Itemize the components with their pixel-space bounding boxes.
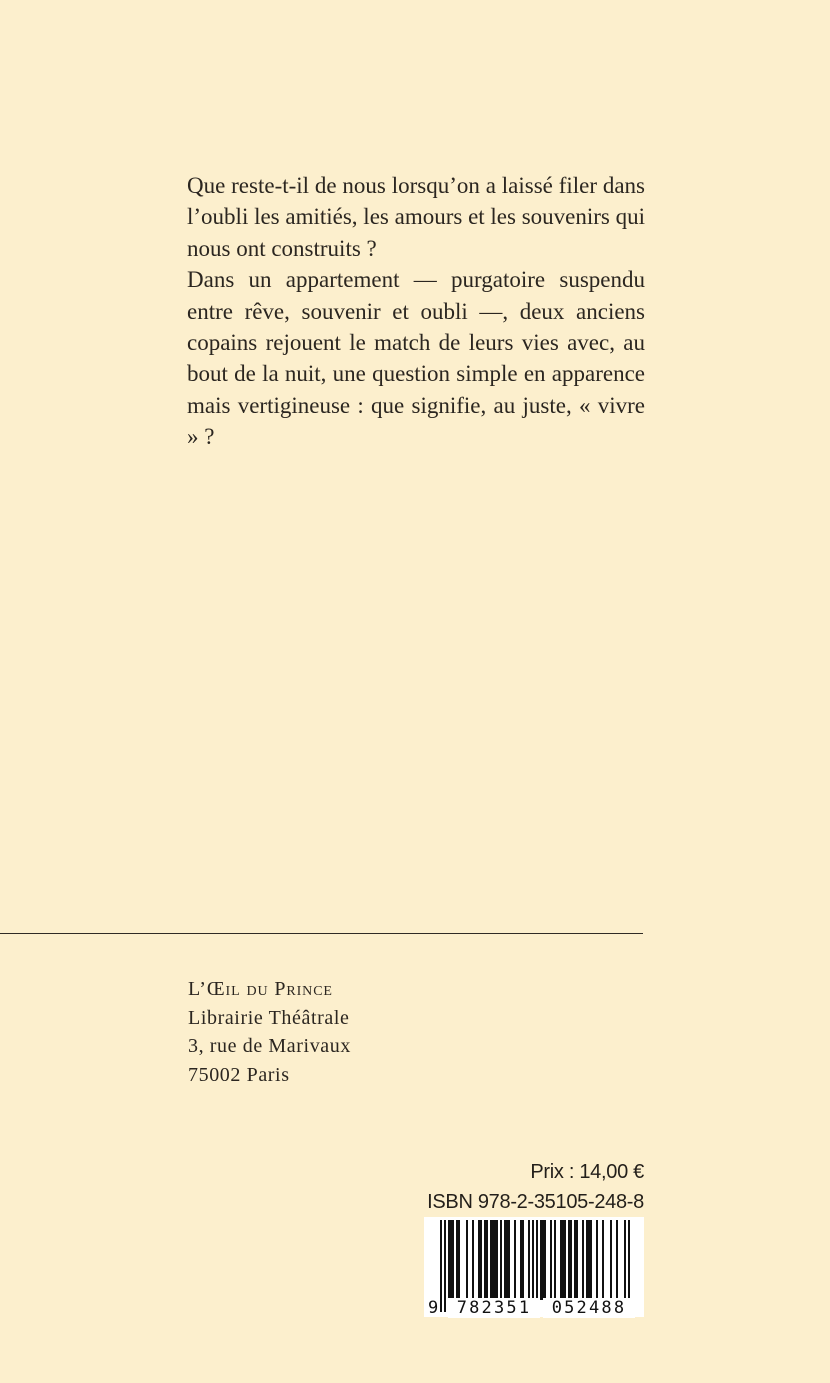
barcode-bar <box>486 1220 488 1300</box>
barcode-bar <box>458 1220 460 1300</box>
barcode-bar <box>554 1220 556 1300</box>
barcode-bar <box>582 1220 584 1300</box>
barcode-digit-group-left: 782351 <box>448 1298 540 1318</box>
barcode-bar <box>508 1220 510 1300</box>
horizontal-divider <box>0 933 643 934</box>
price-isbn-block <box>427 1157 644 1217</box>
barcode-bar <box>602 1220 604 1300</box>
barcode-bar <box>550 1220 552 1300</box>
barcode-bar <box>588 1220 590 1300</box>
barcode-bar <box>520 1220 522 1300</box>
barcode-bar <box>570 1220 572 1300</box>
barcode-bar <box>542 1220 544 1300</box>
blurb-paragraph-1: Que reste-t-il de nous lorsqu’on a laissé filer dans l’oubli les amitiés, les amours et les souvenirs qui nous ont construits ? <box>187 173 646 261</box>
back-cover-blurb <box>187 170 645 453</box>
barcode-bar <box>506 1220 508 1300</box>
publisher-name: L’Œil du Prince <box>188 978 333 1000</box>
barcode-bar <box>568 1220 570 1300</box>
barcode-bar <box>450 1220 452 1300</box>
barcode-bar <box>484 1220 486 1300</box>
barcode-bar <box>590 1220 592 1300</box>
isbn-label: ISBN 978-2-35105-248-8 <box>427 1191 644 1213</box>
barcode-bar <box>560 1220 562 1300</box>
publisher-street: 3, rue de Marivaux <box>188 1035 351 1057</box>
barcode-bar <box>466 1220 468 1300</box>
barcode-bar <box>452 1220 454 1300</box>
barcode-bar <box>448 1220 450 1300</box>
barcode-bar <box>490 1220 492 1300</box>
barcode-bar <box>596 1220 598 1300</box>
barcode-bar <box>496 1220 498 1300</box>
publisher-city: 75002 Paris <box>188 1063 290 1086</box>
ean-barcode <box>424 1217 644 1317</box>
barcode-bar <box>514 1220 516 1300</box>
barcode-digits <box>424 1298 644 1318</box>
barcode-bar <box>562 1220 564 1300</box>
barcode-bar <box>544 1220 546 1300</box>
barcode-bar <box>504 1220 506 1300</box>
barcode-digit-first: 9 <box>428 1298 439 1318</box>
barcode-bar <box>528 1220 530 1300</box>
barcode-bar <box>480 1220 482 1300</box>
blurb-paragraph-2: Dans un appartement — purgatoire suspendu entre rêve, souvenir et oubli —, deux anciens copains rejouent le match de leurs vies avec, au bout de la nuit, une question simple en apparence mais vertigineuse : que signifie, au juste, « vivre » ? <box>187 267 645 450</box>
barcode-bar <box>500 1220 502 1300</box>
barcode-bar <box>586 1220 588 1300</box>
barcode-bar <box>522 1220 524 1300</box>
barcode-bar <box>574 1220 576 1300</box>
barcode-bar <box>478 1220 480 1300</box>
publisher-imprint: Librairie Théâtrale <box>188 1006 350 1029</box>
barcode-bar <box>564 1220 566 1300</box>
barcode-bar <box>610 1220 612 1300</box>
price-label: Prix : 14,00 € <box>530 1161 644 1183</box>
barcode-bar <box>540 1220 542 1300</box>
barcode-bar <box>494 1220 496 1300</box>
barcode-bar <box>456 1220 458 1300</box>
publisher-address <box>188 975 351 1089</box>
barcode-bar <box>616 1220 618 1300</box>
barcode-bar <box>576 1220 578 1300</box>
barcode-bar <box>472 1220 474 1300</box>
barcode-digit-group-right: 052488 <box>543 1298 635 1318</box>
barcode-bar <box>492 1220 494 1300</box>
